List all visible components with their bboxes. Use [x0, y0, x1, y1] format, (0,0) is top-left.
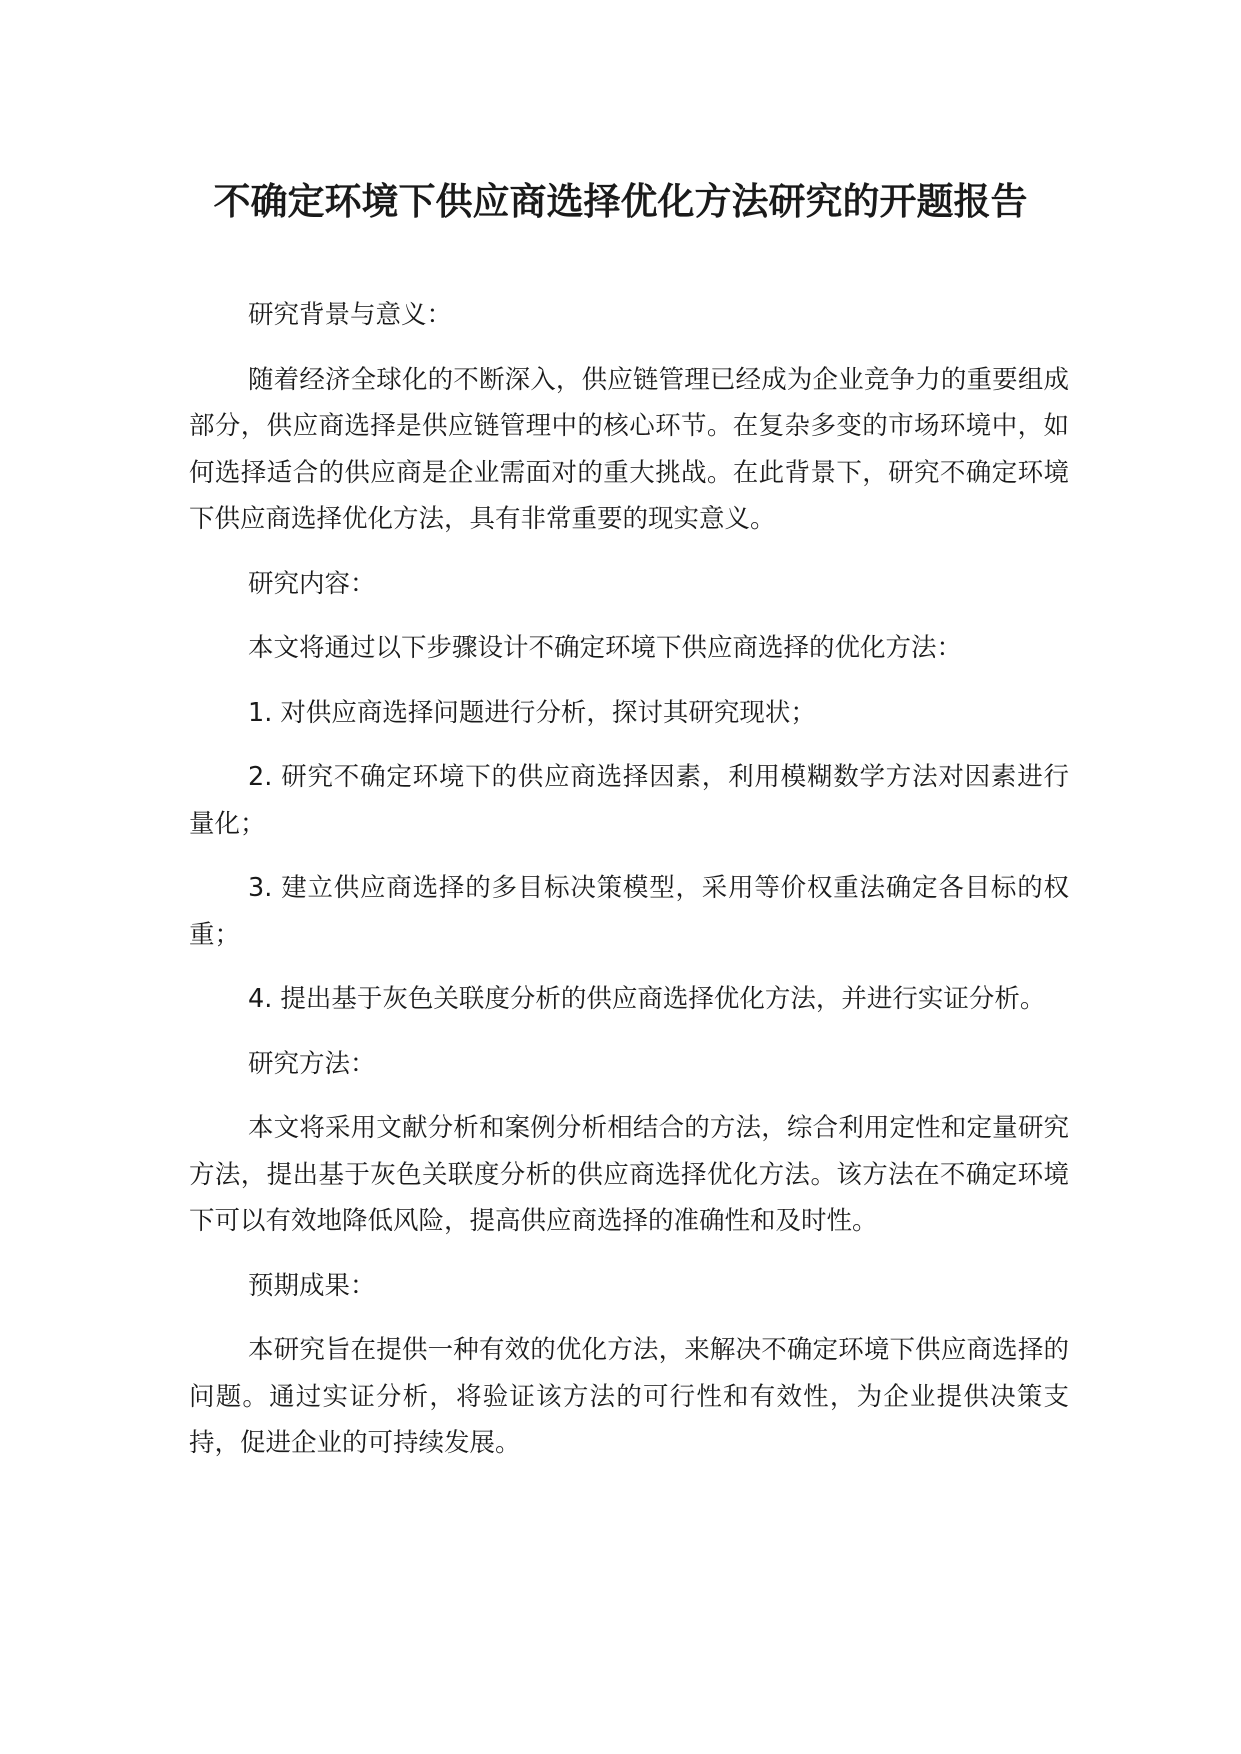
- section-heading-content: 研究内容：: [248, 568, 376, 599]
- paragraph-method: 本文将采用文献分析和案例分析相结合的方法，综合利用定性和定量研究方法，提出基于灰色关联度分析的供应商选择优化方法。该方法在不确定环境下可以有效地降低风险，提高供应商选择的准确性和及时性。: [189, 1113, 1069, 1236]
- list-item-4: 4. 提出基于灰色关联度分析的供应商选择优化方法，并进行实证分析。: [248, 984, 1046, 1014]
- paragraph-background: 随着经济全球化的不断深入，供应链管理已经成为企业竞争力的重要组成部分，供应商选择是供应链管理中的核心环节。在复杂多变的市场环境中，如何选择适合的供应商是企业需面对的重大挑战。在此背景下，研究不确定环境下供应商选择优化方法，具有非常重要的现实意义。: [189, 364, 1069, 534]
- section-heading-method: 研究方法：: [248, 1048, 376, 1079]
- section-heading-background: 研究背景与意义：: [248, 300, 453, 330]
- paragraph-results: 本研究旨在提供一种有效的优化方法，来解决不确定环境下供应商选择的问题。通过实证分析，将验证该方法的可行性和有效性，为企业提供决策支持，促进企业的可持续发展。: [189, 1335, 1069, 1458]
- list-item-2: 2. 研究不确定环境下的供应商选择因素，利用模糊数学方法对因素进行量化；: [189, 762, 1069, 839]
- list-item-3: 3. 建立供应商选择的多目标决策模型，采用等价权重法确定各目标的权重；: [189, 873, 1069, 950]
- document-title: 不确定环境下供应商选择优化方法研究的开题报告: [213, 180, 1028, 223]
- paragraph-content-intro: 本文将通过以下步骤设计不确定环境下供应商选择的优化方法：: [248, 633, 963, 663]
- list-item-1: 1. 对供应商选择问题进行分析，探讨其研究现状；: [248, 697, 816, 728]
- document-body: [189, 292, 1069, 1485]
- section-heading-results: 预期成果：: [248, 1270, 376, 1301]
